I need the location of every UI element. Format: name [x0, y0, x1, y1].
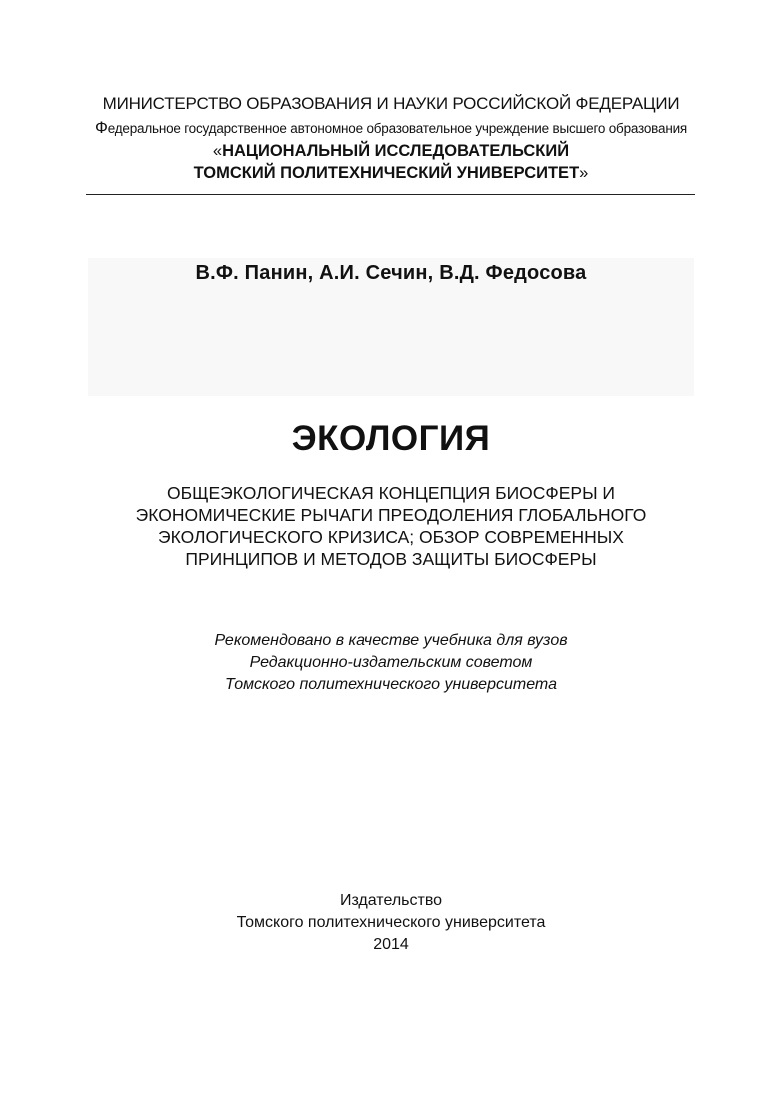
university-name-part-1: НАЦИОНАЛЬНЫЙ ИССЛЕДОВАТЕЛЬСКИЙ	[222, 142, 570, 160]
book-title: ЭКОЛОГИЯ	[291, 419, 491, 458]
subtitle-line: ЭКОЛОГИЧЕСКОГО КРИЗИСА; ОБЗОР СОВРЕМЕННЫХ	[158, 527, 624, 547]
university-name	[0, 140, 782, 184]
recommendation-line: Редакционно-издательским советом	[249, 654, 533, 671]
authors: В.Ф. Панин, А.И. Сечин, В.Д. Федосова	[195, 262, 587, 284]
close-quote: »	[579, 164, 589, 182]
recommendation-line: Томского политехнического университета	[225, 676, 557, 693]
publisher-name: Томского политехнического университета	[236, 914, 546, 931]
open-quote: «	[212, 142, 223, 160]
publication-year: 2014	[373, 936, 409, 953]
ministry-heading: МИНИСТЕРСТВО ОБРАЗОВАНИЯ И НАУКИ РОССИЙСКОЙ ФЕДЕРАЦИИ	[102, 94, 680, 113]
subtitle-line: ЭКОНОМИЧЕСКИЕ РЫЧАГИ ПРЕОДОЛЕНИЯ ГЛОБАЛЬНОГО	[135, 505, 647, 525]
book-subtitle	[0, 482, 782, 570]
publisher-label: Издательство	[339, 892, 443, 909]
subtitle-line: ПРИНЦИПОВ И МЕТОДОВ ЗАЩИТЫ БИОСФЕРЫ	[185, 549, 597, 569]
recommendation	[0, 630, 782, 696]
recommendation-line: Рекомендовано в качестве учебника для вузов	[214, 632, 568, 649]
university-name-line-2	[0, 162, 782, 184]
subtitle-line: ОБЩЕЭКОЛОГИЧЕСКАЯ КОНЦЕПЦИЯ БИОСФЕРЫ И	[166, 483, 616, 503]
header-divider	[86, 194, 695, 195]
institution-type	[0, 118, 782, 138]
publisher-info	[0, 890, 782, 956]
institution-type-text: едеральное государственное автономное образовательное учреждение высшего образования	[107, 121, 688, 136]
university-name-part-2: ТОМСКИЙ ПОЛИТЕХНИЧЕСКИЙ УНИВЕРСИТЕТ	[193, 164, 580, 182]
university-name-line-1	[0, 140, 782, 162]
institution-type-initial: Ф	[94, 118, 108, 137]
